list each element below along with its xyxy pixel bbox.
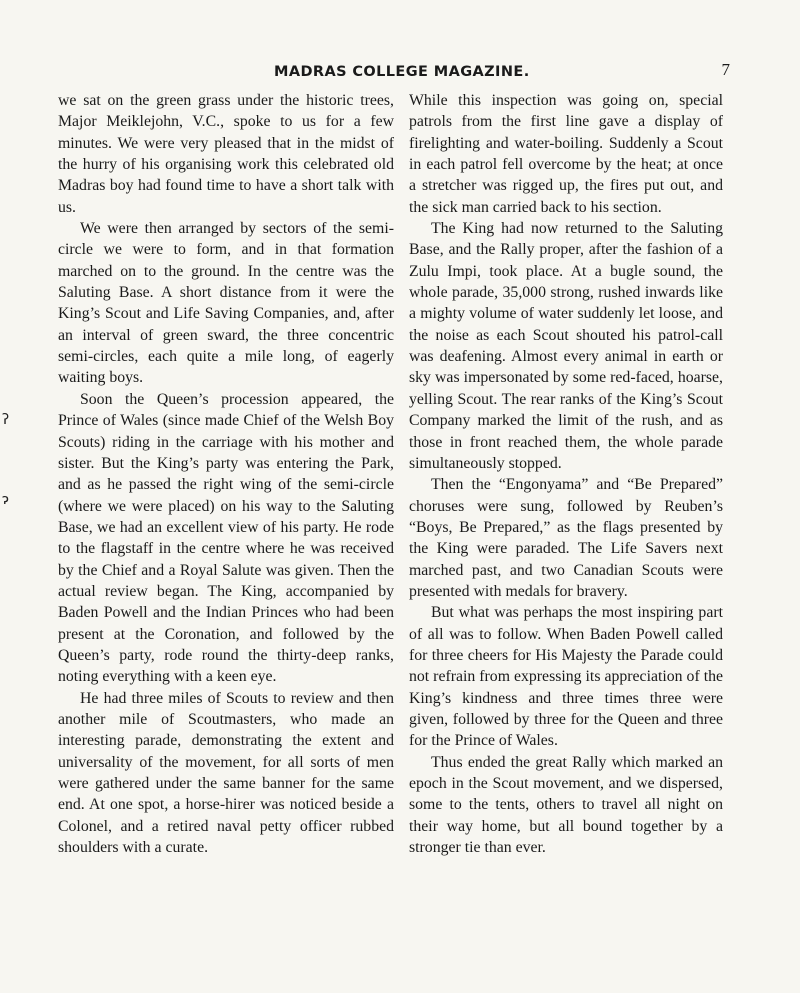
paragraph: we sat on the green grass under the historic trees, Major Meiklejohn, V.C., spoke to us for a few minutes. We were very pleased that in the midst of the hurry of his organising work this celebrated old Madras boy had found time to have a short talk with us. xyxy=(58,92,394,216)
right-column xyxy=(409,90,723,858)
paragraph: Then the “Engonyama” and “Be Prepared” choruses were sung, followed by Reuben’s “Boys, Be Prepared,” as the flags presented by the King were paraded. The Life Savers next marched past, and two Canadian Scouts were presented with medals for bravery. xyxy=(409,476,723,600)
paragraph: Soon the Queen’s procession appeared, the Prince of Wales (since made Chief of the Welsh Boy Scouts) riding in the carriage with his mother and sister. But the King’s party was entering the Park, and as he passed the right wing of the semi-circle (where we were placed) on his way to the Saluting Base, we had an excellent view of his party. He rode to the flagstaff in the centre where he was received by the Chief and a Royal Salute was given. Then the actual review began. The King, accompanied by Baden Powell and the Indian Princes who had been present at the Coronation, and followed by the Queen’s party, rode round the thirty-deep ranks, noting everything with a keen eye. xyxy=(58,390,394,686)
margin-mark: ʔ xyxy=(2,412,10,428)
margin-mark: ɂ xyxy=(2,492,9,508)
paragraph: Thus ended the great Rally which marked an epoch in the Scout movement, and we dispersed, some to the tents, others to travel all night on their way home, but all bound together by a stronger tie than ever. xyxy=(409,753,723,857)
paragraph: But what was perhaps the most inspiring part of all was to follow. When Baden Powell called for three cheers for His Majesty the Parade could not refrain from expressing its appreciation of the King’s kindness and three times three were given, followed by three for the Queen and three for the Prince of Wales. xyxy=(409,604,723,750)
page-number: 7 xyxy=(721,60,730,79)
paragraph: While this inspection was going on, special patrols from the first line gave a display of firelighting and water-boiling. Suddenly a Scout in each patrol fell overcome by the heat; at once a stretcher was rigged up, the fires put out, and the sick man carried back to his section. xyxy=(409,92,723,216)
paragraph: We were then arranged by sectors of the semi-circle we were to form, and in that formation marched on to the ground. In the centre was the Saluting Base. A short distance from it were the King’s Scout and Life Saving Companies, and, after an interval of green sward, the three concentric semi-circles, each quite a mile long, of eagerly waiting boys. xyxy=(58,220,394,387)
paragraph: The King had now returned to the Saluting Base, and the Rally proper, after the fashion of a Zulu Impi, took place. At a bugle sound, the whole parade, 35,000 strong, rushed inwards like a mighty volume of water suddenly let loose, and the noise as each Scout shouted his patrol-call was deafening. Almost every animal in earth or sky was impersonated by some red-faced, hoarse, yelling Scout. The rear ranks of the King’s Scout Company marked the limit of the rush, and as those in front reached them, the whole parade simultaneously stopped. xyxy=(409,220,723,472)
left-column xyxy=(58,90,394,858)
running-title: MADRAS COLLEGE MAGAZINE. xyxy=(274,64,530,80)
paragraph: He had three miles of Scouts to review and then another mile of Scoutmasters, who made an interesting parade, demonstrating the extent and universality of the movement, for all sorts of men were gathered under the same banner for the same end. At one spot, a horse-hirer was noticed beside a Colonel, and a retired naval petty officer rubbed shoulders with a curate. xyxy=(58,689,394,857)
page-header xyxy=(60,58,730,82)
